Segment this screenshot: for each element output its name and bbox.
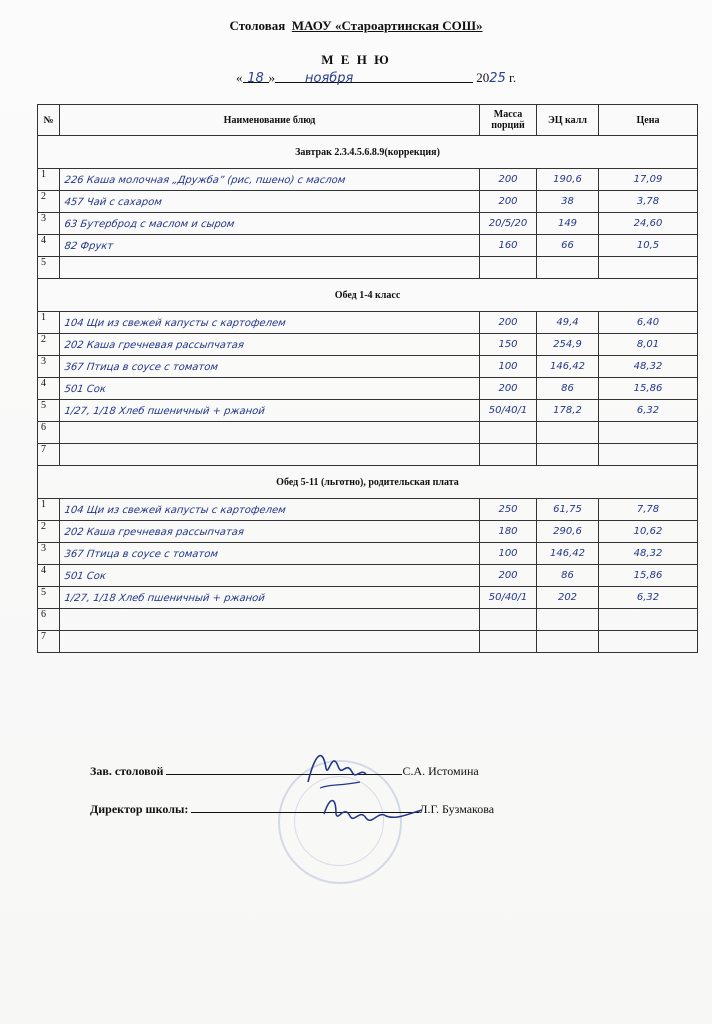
price: 10,5 [599,235,698,257]
section-header-row [38,466,698,499]
head-signature-scribble [300,738,370,794]
portion-mass: 200 [480,378,537,400]
calories [537,422,599,444]
head-name: С.А. Истомина [402,764,479,778]
price: 48,32 [599,543,698,565]
director-name: Л.Г. Бузмакова [419,802,495,816]
row-number: 4 [38,565,60,587]
table-row [38,422,698,444]
dish-name [58,631,481,653]
portion-mass: 200 [480,565,537,587]
row-number: 7 [38,631,60,653]
price: 15,86 [599,378,698,400]
row-number: 3 [38,543,60,565]
col-header-mass: Масса порций [480,105,537,136]
table-row [38,356,698,378]
calories: 38 [537,191,599,213]
director-label: Директор школы: [90,802,189,816]
menu-table [37,104,698,653]
calories: 86 [537,565,599,587]
table-row [38,334,698,356]
school-name: МАОУ «Староартинская СОШ» [291,18,483,33]
table-row [38,257,698,279]
table-row [38,191,698,213]
calories: 290,6 [537,521,599,543]
row-number: 6 [38,422,60,444]
dish-name: 82 Фрукт [58,235,481,257]
dish-name: 1/27, 1/18 Хлеб пшеничный + ржаной [58,587,481,609]
row-number: 5 [38,400,60,422]
date-year-prefix: 20 [476,70,490,85]
calories: 49,4 [537,312,599,334]
dish-name: 104 Щи из свежей капусты с картофелем [58,312,481,334]
price: 6,32 [599,587,698,609]
section-title: Обед 1-4 класс [38,279,698,312]
row-number: 1 [38,312,60,334]
table-row [38,521,698,543]
calories: 178,2 [537,400,599,422]
calories: 146,42 [537,356,599,378]
table-row [38,169,698,191]
dish-name [58,444,481,466]
row-number: 2 [38,334,60,356]
dish-name: 202 Каша гречневая рассыпчатая [58,334,481,356]
row-number: 6 [38,609,60,631]
price: 10,62 [599,521,698,543]
table-row [38,213,698,235]
col-header-price: Цена [599,105,698,136]
price [599,257,698,279]
section-title: Обед 5-11 (льготно), родительская плата [38,466,698,499]
calories: 202 [537,587,599,609]
row-number: 1 [38,499,60,521]
portion-mass: 20/5/20 [480,213,537,235]
portion-mass [480,257,537,279]
table-row [38,587,698,609]
table-row [38,400,698,422]
calories: 86 [537,378,599,400]
portion-mass: 100 [480,543,537,565]
calories: 146,42 [537,543,599,565]
price [599,631,698,653]
dish-name [58,422,481,444]
row-number: 3 [38,213,60,235]
table-row [38,543,698,565]
director-signature-row [90,800,494,817]
price: 6,32 [599,400,698,422]
portion-mass [480,444,537,466]
price [599,422,698,444]
table-header-row [38,105,698,136]
menu-title: М Е Н Ю [321,52,391,67]
portion-mass: 100 [480,356,537,378]
price: 8,01 [599,334,698,356]
price: 48,32 [599,356,698,378]
row-number: 5 [38,587,60,609]
portion-mass: 50/40/1 [480,400,537,422]
portion-mass: 200 [480,312,537,334]
menu-date [236,70,596,86]
table-row [38,565,698,587]
dish-name: 226 Каша молочная „Дружба” (рис, пшено) с маслом [58,169,481,191]
portion-mass [480,609,537,631]
dish-name: 202 Каша гречневая рассыпчатая [58,521,481,543]
calories: 254,9 [537,334,599,356]
col-header-kcal: ЭЦ калл [537,105,599,136]
portion-mass [480,631,537,653]
date-suffix: г. [509,70,517,85]
dish-name: 457 Чай с сахаром [58,191,481,213]
row-number: 5 [38,257,60,279]
section-title: Завтрак 2.3.4.5.6.8.9(коррекция) [38,136,698,169]
table-row [38,235,698,257]
dish-name: 367 Птица в соусе с томатом [58,356,481,378]
table-row [38,499,698,521]
portion-mass: 160 [480,235,537,257]
price: 15,86 [599,565,698,587]
price [599,444,698,466]
calories [537,631,599,653]
table-row [38,631,698,653]
price: 6,40 [599,312,698,334]
col-header-no: № [38,105,60,136]
portion-mass: 180 [480,521,537,543]
menu-table-body [38,136,698,653]
row-number: 4 [38,378,60,400]
calories [537,444,599,466]
date-year: 25 [489,71,506,86]
dish-name: 63 Бутерброд с маслом и сыром [58,213,481,235]
price [599,609,698,631]
dish-name: 367 Птица в соусе с томатом [58,543,481,565]
price: 17,09 [599,169,698,191]
calories: 66 [537,235,599,257]
row-number: 4 [38,235,60,257]
table-row [38,378,698,400]
portion-mass: 250 [480,499,537,521]
section-header-row [38,136,698,169]
price: 24,60 [599,213,698,235]
table-row [38,312,698,334]
head-label: Зав. столовой [90,764,164,778]
calories [537,609,599,631]
price: 3,78 [599,191,698,213]
date-day: 18 [247,71,264,86]
dish-name: 104 Щи из свежей капусты с картофелем [58,499,481,521]
calories [537,257,599,279]
row-number: 2 [38,191,60,213]
row-number: 3 [38,356,60,378]
portion-mass: 150 [480,334,537,356]
director-signature-scribble [318,790,428,830]
dish-name: 1/27, 1/18 Хлеб пшеничный + ржаной [58,400,481,422]
col-header-name: Наименование блюд [60,105,480,136]
row-number: 7 [38,444,60,466]
row-number: 2 [38,521,60,543]
dish-name: 501 Сок [58,565,481,587]
portion-mass [480,422,537,444]
date-close-quote: » [268,70,275,85]
date-open-quote: « [236,70,243,85]
table-row [38,609,698,631]
portion-mass: 200 [480,169,537,191]
price: 7,78 [599,499,698,521]
dish-name: 501 Сок [58,378,481,400]
head-signature-row [90,762,479,779]
portion-mass: 200 [480,191,537,213]
date-month: ноября [305,71,354,86]
calories: 61,75 [537,499,599,521]
calories: 190,6 [537,169,599,191]
canteen-prefix: Столовая [229,18,286,33]
canteen-title [0,18,712,34]
calories: 149 [537,213,599,235]
dish-name [58,257,481,279]
portion-mass: 50/40/1 [480,587,537,609]
table-row [38,444,698,466]
dish-name [58,609,481,631]
section-header-row [38,279,698,312]
row-number: 1 [38,169,60,191]
